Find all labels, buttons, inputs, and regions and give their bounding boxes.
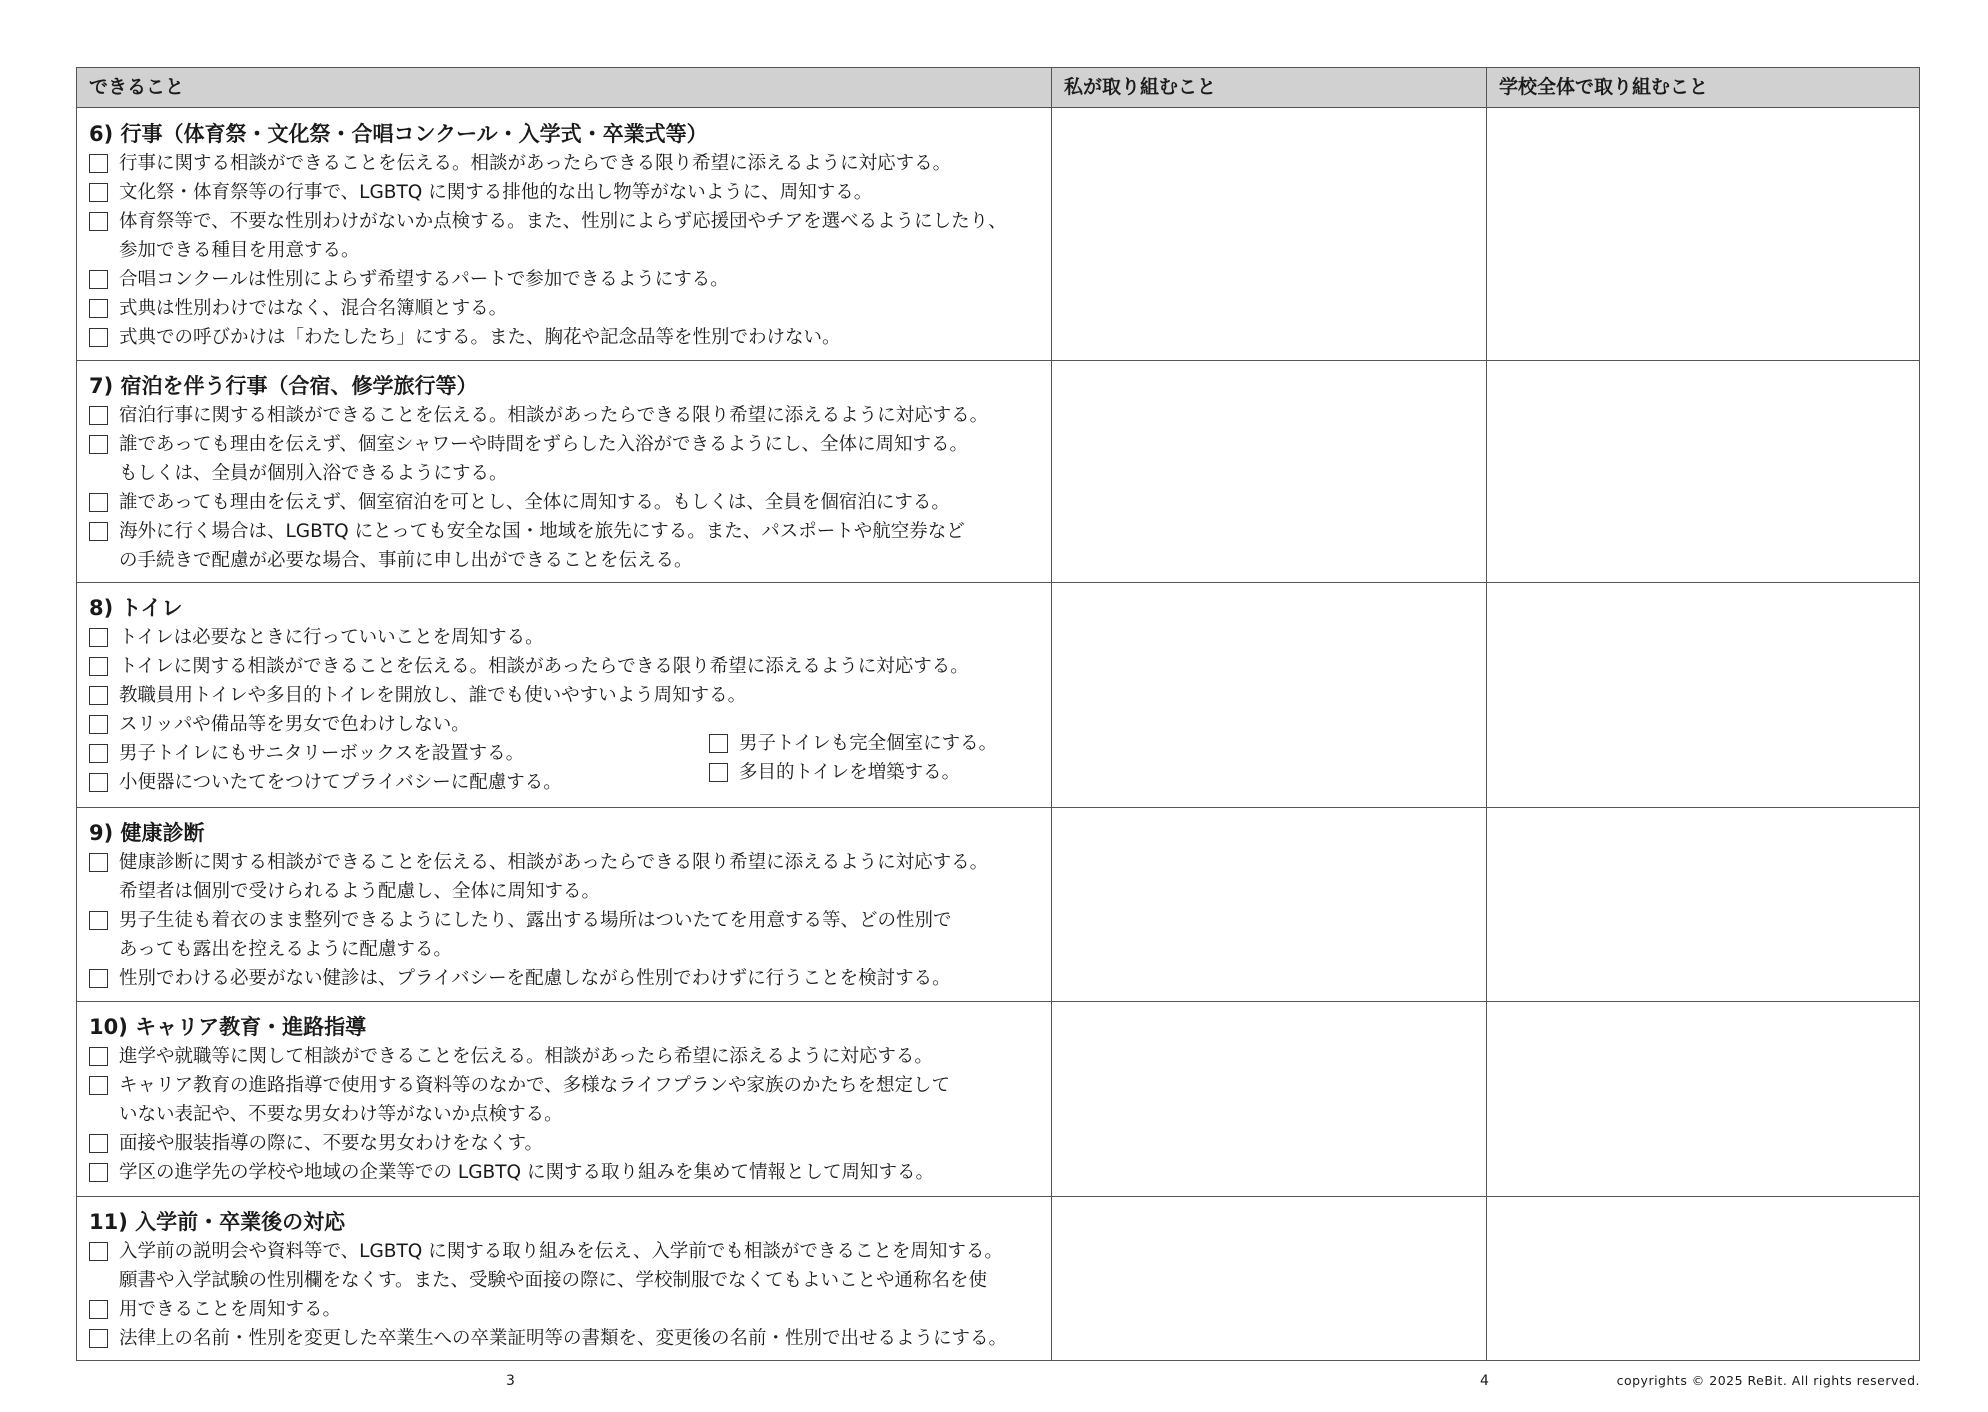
item-text: 誰であっても理由を伝えず、個室シャワーや時間をずらした入浴ができるようにし、全体に周知する。 <box>119 434 968 455</box>
item-text: 男子トイレも完全個室にする。 <box>739 733 998 754</box>
checklist-item[interactable] <box>89 1042 1043 1071</box>
item-continuation <box>89 459 1043 488</box>
item-text: 式典は性別わけではなく、混合名簿順とする。 <box>119 298 508 319</box>
item-text: 宿泊行事に関する相談ができることを伝える。相談があったらできる限り希望に添えるように対応する。 <box>119 405 989 426</box>
item-text: あっても露出を控えるように配慮する。 <box>119 939 452 960</box>
table-header <box>77 68 1919 108</box>
checklist-item[interactable] <box>89 294 1043 323</box>
checkbox[interactable] <box>89 183 108 202</box>
checkbox[interactable] <box>89 154 108 173</box>
item-text: 教職員用トイレや多目的トイレを開放し、誰でも使いやすいよう周知する。 <box>119 685 747 706</box>
checkbox[interactable] <box>89 299 108 318</box>
section-title: 8) トイレ <box>89 596 183 620</box>
item-text: 誰であっても理由を伝えず、個室宿泊を可とし、全体に周知する。もしくは、全員を個宿泊にする。 <box>119 492 950 513</box>
checkbox[interactable] <box>89 1300 108 1319</box>
item-text: 参加できる種目を用意する。 <box>119 240 360 261</box>
checkbox[interactable] <box>709 763 728 782</box>
item-continuation <box>89 236 1043 265</box>
checklist-item[interactable] <box>89 178 1043 207</box>
item-text: 進学や就職等に関して相談ができることを伝える。相談があったら希望に添えるように対応する。 <box>119 1046 933 1067</box>
checklist-item[interactable] <box>89 149 1043 178</box>
checklist-item[interactable] <box>89 848 1043 877</box>
section-health-checkup <box>77 808 1051 1001</box>
item-text: 式典での呼びかけは「わたしたち」にする。また、胸花や記念品等を性別でわけない。 <box>119 327 841 348</box>
section-overnight-events <box>77 361 1051 582</box>
item-text: 小便器についたてをつけてプライバシーに配慮する。 <box>119 772 562 793</box>
section-title: 10) キャリア教育・進路指導 <box>89 1015 367 1039</box>
checkbox[interactable] <box>89 1076 108 1095</box>
header-my-actions: 私が取り組むこと <box>1064 76 1217 98</box>
item-continuation <box>89 1266 1043 1295</box>
checkbox[interactable] <box>89 1242 108 1261</box>
column-divider <box>1486 68 1487 1360</box>
header-can-do: できること <box>89 76 185 98</box>
checkbox[interactable] <box>89 328 108 347</box>
page-number-right: 4 <box>1480 1373 1489 1389</box>
checkbox[interactable] <box>89 1163 108 1182</box>
section-events <box>77 109 1051 360</box>
checkbox[interactable] <box>89 657 108 676</box>
checklist-item[interactable] <box>89 964 1043 993</box>
checkbox[interactable] <box>89 628 108 647</box>
item-text: 面接や服装指導の際に、不要な男女わけをなくす。 <box>119 1133 544 1154</box>
item-text: 合唱コンクールは性別によらず希望するパートで参加できるようにする。 <box>119 269 729 290</box>
checkbox[interactable] <box>89 212 108 231</box>
right-column-items <box>709 729 997 787</box>
item-text: の手続きで配慮が必要な場合、事前に申し出ができることを伝える。 <box>119 550 693 571</box>
checklist-item[interactable] <box>709 729 997 758</box>
section-career-guidance <box>77 1002 1051 1196</box>
item-text: トイレは必要なときに行っていいことを周知する。 <box>119 627 544 648</box>
checkbox[interactable] <box>89 1134 108 1153</box>
checkbox[interactable] <box>709 734 728 753</box>
section-pre-admission-post-graduation <box>77 1197 1051 1360</box>
section-toilets <box>77 583 1051 807</box>
checkbox[interactable] <box>89 853 108 872</box>
section-title: 11) 入学前・卒業後の対応 <box>89 1210 346 1234</box>
item-text: 法律上の名前・性別を変更した卒業生への卒業証明等の書類を、変更後の名前・性別で出せるようにする。 <box>119 1328 1008 1349</box>
checkbox[interactable] <box>89 773 108 792</box>
section-title: 9) 健康診断 <box>89 821 205 845</box>
checklist-item[interactable] <box>89 681 1043 710</box>
item-text: 多目的トイレを増築する。 <box>739 762 961 783</box>
checklist-item[interactable] <box>89 265 1043 294</box>
item-text: 健康診断に関する相談ができることを伝える、相談があったらできる限り希望に添えるように対応する。 <box>119 852 989 873</box>
checklist-item[interactable] <box>89 401 1043 430</box>
checkbox[interactable] <box>89 1329 108 1348</box>
item-text: 男子生徒も着衣のまま整列できるようにしたり、露出する場所はついたてを用意する等、どの性別で <box>119 910 952 931</box>
copyright: copyrights © 2025 ReBit. All rights reserved. <box>1616 1373 1920 1388</box>
checklist-item[interactable] <box>89 430 1043 459</box>
item-continuation <box>89 546 1043 575</box>
item-continuation <box>89 1100 1043 1129</box>
checkbox[interactable] <box>89 270 108 289</box>
item-text: トイレに関する相談ができることを伝える。相談があったらできる限り希望に添えるように対応する。 <box>119 656 969 677</box>
checklist-item[interactable] <box>89 1295 1043 1324</box>
checklist-item[interactable] <box>89 323 1043 352</box>
checkbox[interactable] <box>89 522 108 541</box>
item-text: スリッパや備品等を男女で色わけしない。 <box>119 714 470 735</box>
item-text: 用できることを周知する。 <box>119 1299 342 1320</box>
item-text: 海外に行く場合は、LGBTQ にとっても安全な国・地域を旅先にする。また、パスポートや航空券など <box>119 521 965 542</box>
checklist-item[interactable] <box>89 517 1043 546</box>
page-number-left: 3 <box>506 1373 515 1389</box>
checkbox[interactable] <box>89 744 108 763</box>
checkbox[interactable] <box>89 686 108 705</box>
two-column-items <box>89 733 1043 797</box>
item-text: 入学前の説明会や資料等で、LGBTQ に関する取り組みを伝え、入学前でも相談ができることを周知する。 <box>119 1241 1003 1262</box>
section-title: 6) 行事（体育祭・文化祭・合唱コンクール・入学式・卒業式等） <box>89 122 708 146</box>
section-title: 7) 宿泊を伴う行事（合宿、修学旅行等） <box>89 374 478 398</box>
checklist-item[interactable] <box>89 1237 1043 1266</box>
checklist-item[interactable] <box>89 906 1043 935</box>
checklist-item[interactable] <box>89 623 1043 652</box>
checklist-table <box>76 67 1920 1361</box>
checkbox[interactable] <box>89 435 108 454</box>
checkbox[interactable] <box>89 911 108 930</box>
checkbox[interactable] <box>89 406 108 425</box>
checklist-item[interactable] <box>89 1158 1043 1187</box>
checklist-item[interactable] <box>89 488 1043 517</box>
checkbox[interactable] <box>89 715 108 734</box>
header-school-actions: 学校全体で取り組むこと <box>1499 76 1709 98</box>
column-divider <box>1051 68 1052 1360</box>
item-text: キャリア教育の進路指導で使用する資料等のなかで、多様なライフプランや家族のかたちを想定して <box>119 1075 951 1096</box>
item-text: もしくは、全員が個別入浴できるようにする。 <box>119 463 508 484</box>
item-continuation <box>89 877 1043 906</box>
checklist-item[interactable] <box>89 1324 1043 1353</box>
checklist-item[interactable] <box>709 758 997 787</box>
item-text: 学区の進学先の学校や地域の企業等での LGBTQ に関する取り組みを集めて情報として周知する。 <box>119 1162 934 1183</box>
checkbox[interactable] <box>89 969 108 988</box>
item-text: 願書や入学試験の性別欄をなくす。また、受験や面接の際に、学校制服でなくてもよいことや通称名を使 <box>119 1270 988 1291</box>
item-text: 男子トイレにもサニタリーボックスを設置する。 <box>119 743 525 764</box>
item-text: 体育祭等で、不要な性別わけがないか点検する。また、性別によらず応援団やチアを選べるようにしたり、 <box>119 211 1007 232</box>
checklist-item[interactable] <box>89 207 1043 236</box>
checklist-item[interactable] <box>89 1129 1043 1158</box>
checklist-item[interactable] <box>89 1071 1043 1100</box>
checkbox[interactable] <box>89 1047 108 1066</box>
item-text: 希望者は個別で受けられるよう配慮し、全体に周知する。 <box>119 881 601 902</box>
item-text: いない表記や、不要な男女わけ等がないか点検する。 <box>119 1104 563 1125</box>
checklist-item[interactable] <box>89 652 1043 681</box>
checkbox[interactable] <box>89 493 108 512</box>
item-text: 行事に関する相談ができることを伝える。相談があったらできる限り希望に添えるように対応する。 <box>119 153 952 174</box>
item-text: 性別でわける必要がない健診は、プライバシーを配慮しながら性別でわけずに行うことを検討する。 <box>119 968 951 989</box>
item-continuation <box>89 935 1043 964</box>
item-text: 文化祭・体育祭等の行事で、LGBTQ に関する排他的な出し物等がないように、周知する。 <box>119 182 873 203</box>
